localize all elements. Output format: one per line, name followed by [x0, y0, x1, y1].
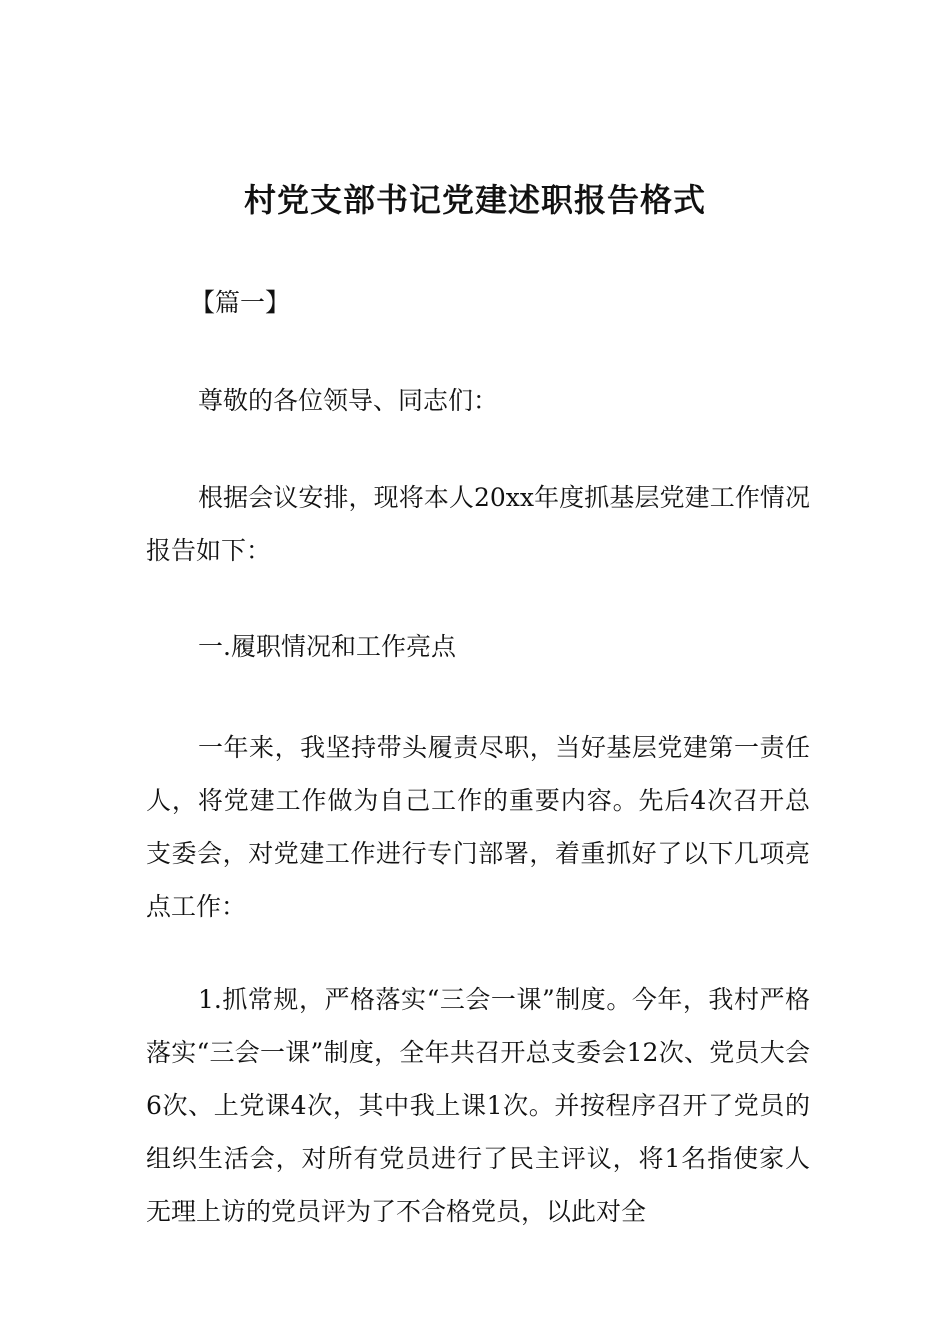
section-tag: 【篇一】 — [190, 288, 291, 317]
intro-paragraph: 根据会议安排，现将本人20xx年度抓基层党建工作情况报告如下： — [146, 483, 810, 565]
document-title: 村党支部书记党建述职报告格式 — [243, 181, 706, 219]
salutation-paragraph: 尊敬的各位领导、同志们： — [198, 386, 499, 415]
section-heading: 一.履职情况和工作亮点 — [198, 632, 456, 661]
body-paragraph-2: 1.抓常规，严格落实“三会一课”制度。今年，我村严格落实“三会一课”制度，全年共召开总支委会12次、党员大会6次、上党课4次，其中我上课1次。并按程序召开了党员的组织生活会，对所有党员进行了民主评议，将1名指使家人无理上访的党员评为了不合格党员，以此对全 — [146, 985, 810, 1226]
body-paragraph-1: 一年来，我坚持带头履责尽职，当好基层党建第一责任人，将党建工作做为自己工作的重要内容。先后4次召开总支委会，对党建工作进行专门部署，着重抓好了以下几项亮点工作： — [146, 733, 810, 921]
